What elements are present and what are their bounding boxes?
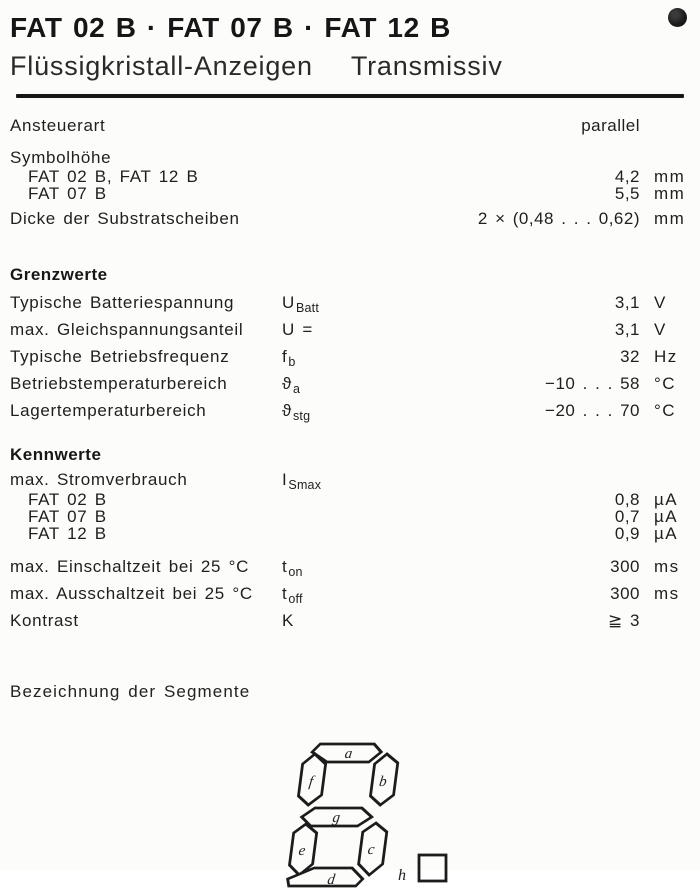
spec-value: 300 [610, 557, 640, 576]
page-subtitle [10, 51, 690, 81]
spec-unit: ms [654, 557, 680, 576]
section-grenzwerte [10, 290, 690, 425]
spec-row [10, 508, 690, 525]
section-kennwerte [10, 470, 690, 635]
spec-label: FAT 07 B [28, 184, 107, 203]
spec-unit: µA [654, 524, 679, 543]
spec-symbol: K [282, 611, 295, 630]
spec-row [10, 581, 690, 608]
logo-icon [668, 8, 687, 27]
spec-label: Symbolhöhe [10, 148, 112, 167]
segment-label-b: b [378, 774, 389, 790]
spec-label: Dicke der Substratscheiben [10, 209, 240, 228]
spec-label: Typische Betriebsfrequenz [10, 347, 230, 366]
spec-row [10, 209, 690, 229]
spec-row [10, 290, 690, 317]
section-heading-grenzwerte: Grenzwerte [10, 265, 108, 284]
spec-value: 0,8 [614, 490, 640, 509]
spec-unit: V [654, 293, 667, 312]
spec-row [10, 398, 690, 425]
spec-unit: Hz [654, 347, 678, 366]
spec-value: −10 . . . 58 [545, 374, 640, 393]
spec-value: 2 × (0,48 . . . 0,62) [477, 209, 640, 228]
segment-label-f: f [307, 774, 315, 790]
spec-row [10, 116, 690, 136]
spec-unit: mm [654, 209, 686, 228]
spec-value: ≧ 3 [608, 611, 640, 630]
header-rule [16, 94, 684, 98]
spec-row [10, 554, 690, 581]
spec-label: FAT 02 B, FAT 12 B [28, 167, 199, 186]
spec-row [10, 491, 690, 508]
spec-label: Betriebstemperaturbereich [10, 374, 228, 393]
spec-label: Ansteuerart [10, 116, 106, 135]
spec-row [10, 371, 690, 398]
spec-row [10, 470, 690, 491]
spec-label: FAT 07 B [28, 507, 107, 526]
spec-unit: V [654, 320, 667, 339]
spec-symbol: $t_{on}$ [282, 557, 303, 579]
spec-symbol: $t_{off}$ [282, 584, 303, 606]
spec-row [10, 608, 690, 635]
spec-row [10, 525, 690, 542]
decimal-point-square [419, 855, 446, 881]
spec-unit: °C [654, 401, 677, 420]
spec-unit: °C [654, 374, 677, 393]
spec-label: max. Einschaltzeit bei 25 °C [10, 557, 250, 576]
spec-unit [640, 608, 690, 635]
spec-symbol: $ϑ_{stg}$ [282, 401, 311, 423]
spec-row [10, 344, 690, 371]
spec-label: Typische Batteriespannung [10, 293, 235, 312]
spec-symbol: $f_b$ [282, 347, 296, 369]
spec-symbol: $I_{Smax}$ [282, 470, 322, 492]
spec-value: 0,7 [614, 507, 640, 526]
spec-unit: ms [654, 584, 680, 603]
segment-label-e: e [297, 843, 308, 859]
spec-label: FAT 12 B [28, 524, 107, 543]
seven-segment-figure [286, 738, 466, 890]
segments-heading: Bezeichnung der Segmente [10, 682, 251, 701]
spec-symbol: U = [282, 320, 314, 339]
spec-label: Kontrast [10, 611, 79, 630]
spec-unit: mm [654, 167, 686, 186]
spec-label: max. Ausschaltzeit bei 25 °C [10, 584, 253, 603]
spec-unit: µA [654, 507, 679, 526]
seven-segment-diagram [286, 738, 466, 890]
subtitle-product-type: Flüssigkristall-Anzeigen [10, 51, 313, 81]
spec-row [10, 148, 690, 168]
spec-row [10, 317, 690, 344]
segment-label-c: c [366, 842, 377, 858]
spec-row [10, 168, 690, 185]
spec-label: max. Stromverbrauch [10, 470, 188, 489]
spec-unit: mm [654, 184, 686, 203]
page-title: FAT 02 B · FAT 07 B · FAT 12 B [10, 12, 451, 43]
spec-symbol: $U_{Batt}$ [282, 293, 320, 315]
spec-label: max. Gleichspannungsanteil [10, 320, 244, 339]
spec-value: −20 . . . 70 [545, 401, 640, 420]
spec-row [10, 185, 690, 202]
spec-value: 300 [610, 584, 640, 603]
spec-label: Lagertemperaturbereich [10, 401, 207, 420]
segment-label-d: d [326, 872, 337, 888]
segment-label-a: a [343, 746, 355, 762]
spec-value: 5,5 [614, 184, 640, 203]
segment-label-g: g [331, 810, 342, 826]
section-general [10, 116, 690, 229]
spec-value: 4,2 [614, 167, 640, 186]
section-heading-kennwerte: Kennwerte [10, 445, 102, 464]
spec-value: 0,9 [614, 524, 640, 543]
spec-value: 32 [620, 347, 640, 366]
spec-unit: µA [654, 490, 679, 509]
spec-value: parallel [581, 116, 640, 135]
spec-value: 3,1 [614, 320, 640, 339]
spec-label: FAT 02 B [28, 490, 107, 509]
spec-unit [640, 116, 690, 136]
spec-symbol: $ϑ_a$ [282, 374, 301, 396]
subtitle-mode: Transmissiv [350, 51, 503, 81]
decimal-point-label: h [398, 867, 407, 884]
spec-value: 3,1 [614, 293, 640, 312]
